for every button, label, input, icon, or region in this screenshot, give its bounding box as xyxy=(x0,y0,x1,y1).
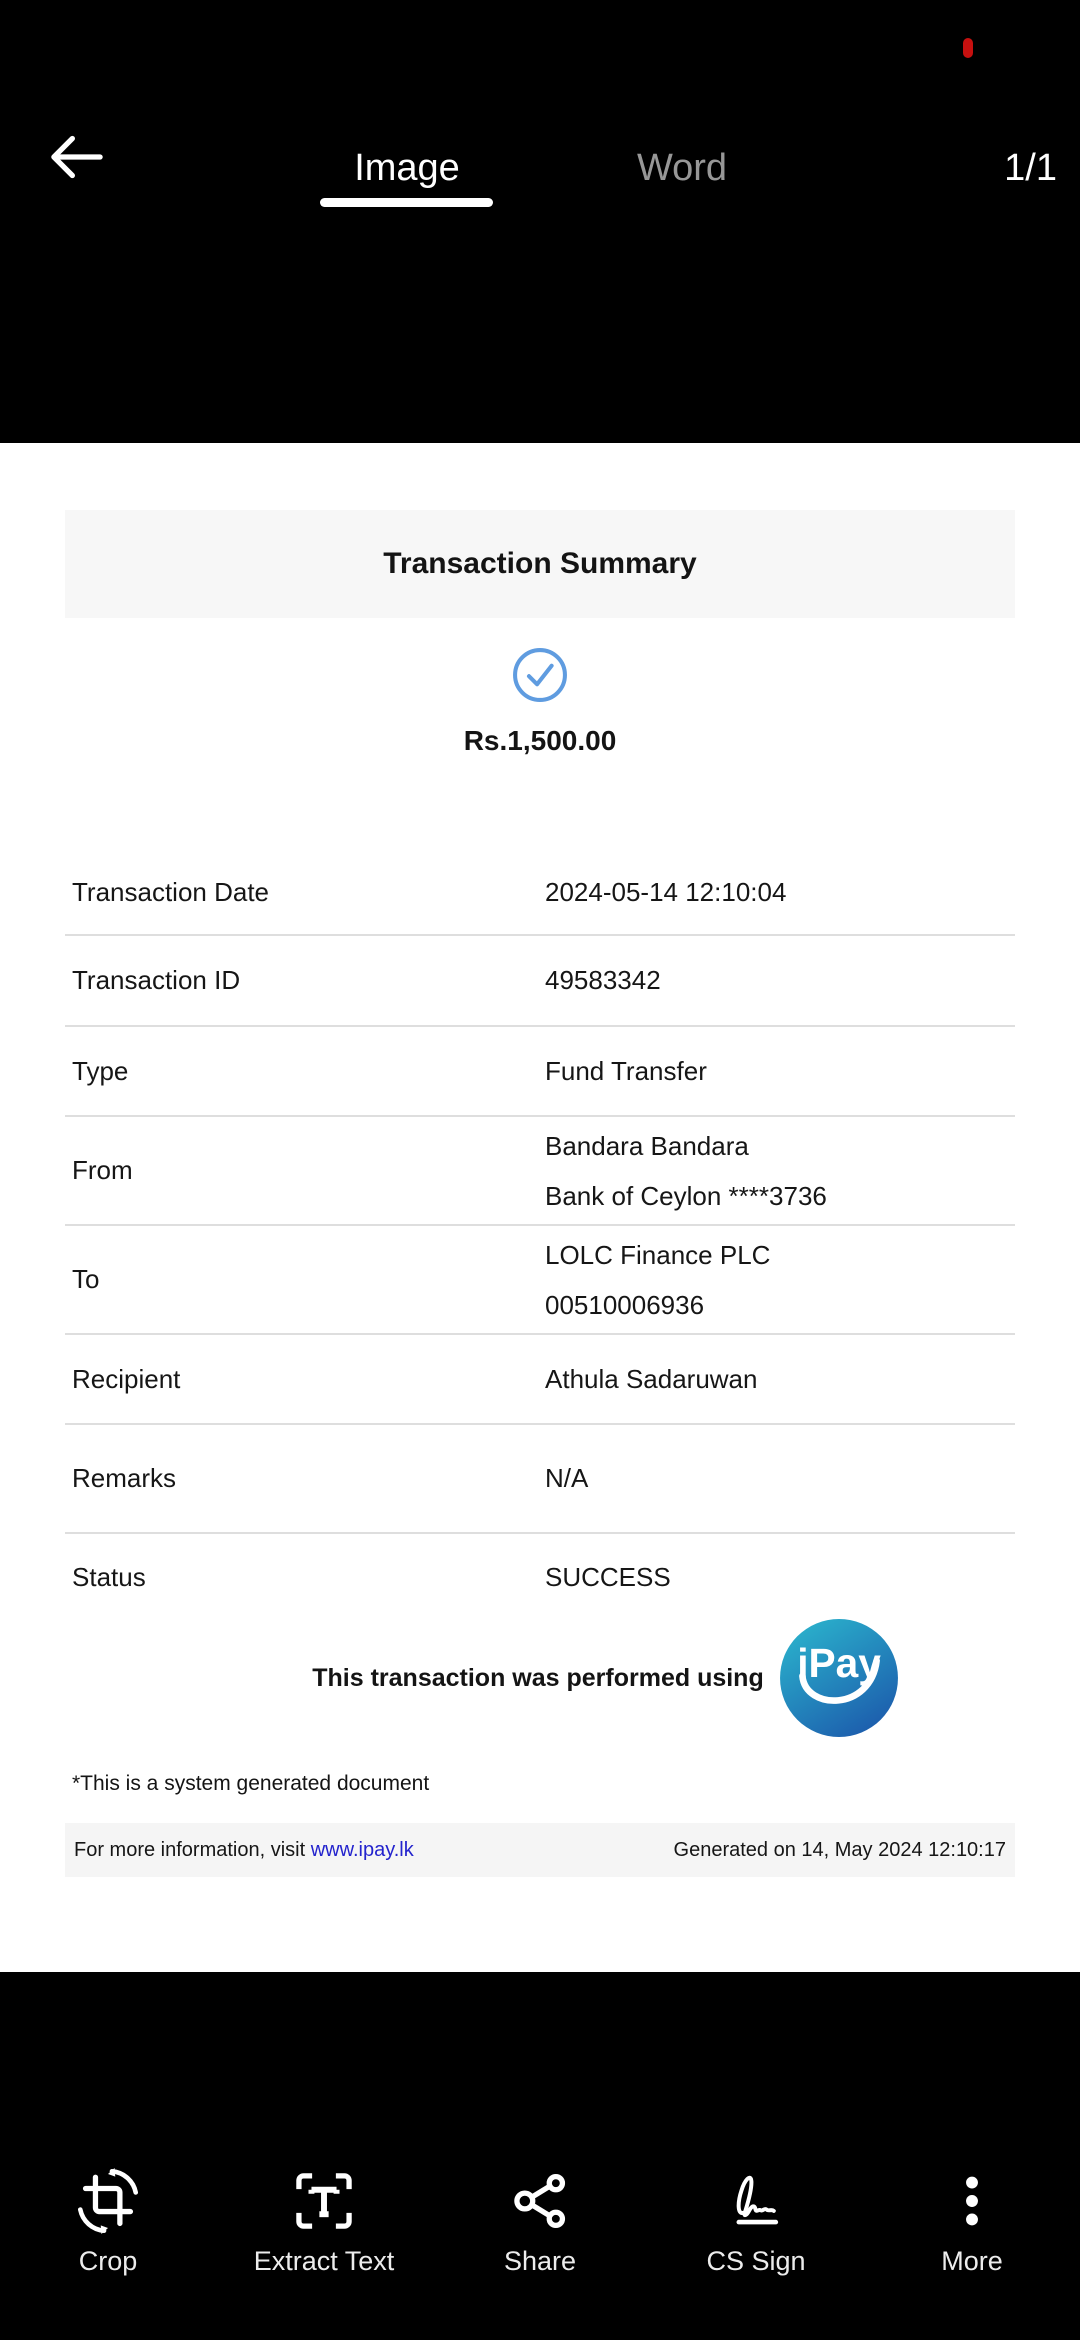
row-value xyxy=(545,1230,1015,1330)
system-generated-note: *This is a system generated document xyxy=(72,1772,430,1795)
crop-label: Crop xyxy=(78,2246,138,2276)
back-arrow-icon xyxy=(42,124,108,190)
row-label: From xyxy=(72,1155,133,1185)
row-value-line1: Bandara Bandara xyxy=(545,1130,749,1161)
bottom-toolbar xyxy=(0,2168,1080,2340)
share-icon xyxy=(507,2168,573,2234)
footer-info-prefix: For more information, visit xyxy=(74,1838,311,1861)
row-value: Athula Sadaruwan xyxy=(545,1363,758,1394)
success-check-icon xyxy=(0,646,1080,704)
table-row xyxy=(65,1335,1015,1425)
tab-word-label: Word xyxy=(636,146,728,189)
row-label: Recipient xyxy=(72,1363,181,1394)
table-row xyxy=(65,1425,1015,1534)
row-label: Status xyxy=(72,1561,146,1592)
back-button[interactable] xyxy=(42,124,108,190)
footer-info xyxy=(74,1839,414,1862)
crop-icon xyxy=(75,2168,141,2234)
page-indicator: 1/1 xyxy=(1004,146,1057,189)
share-button[interactable] xyxy=(432,2168,648,2340)
row-value: 2024-05-14 12:10:04 xyxy=(545,876,787,907)
table-row xyxy=(65,1226,1015,1335)
performed-using-line xyxy=(66,1615,1080,1741)
table-row xyxy=(65,936,1015,1027)
footer-generated-timestamp: Generated on 14, May 2024 12:10:17 xyxy=(673,1838,1006,1861)
tab-word[interactable] xyxy=(582,133,782,203)
document-title-bar xyxy=(65,510,1015,618)
table-row xyxy=(65,1117,1015,1226)
more-icon xyxy=(939,2168,1005,2234)
row-value xyxy=(545,1121,1015,1221)
extract-text-icon xyxy=(291,2168,357,2234)
share-label: Share xyxy=(503,2246,577,2276)
extract-text-label: Extract Text xyxy=(253,2246,395,2276)
crop-button[interactable] xyxy=(0,2168,216,2340)
row-value: SUCCESS xyxy=(545,1561,671,1592)
signature-icon xyxy=(723,2168,789,2234)
cs-sign-label: CS Sign xyxy=(706,2246,806,2276)
row-label: Remarks xyxy=(72,1463,177,1493)
table-row xyxy=(65,1534,1015,1620)
active-tab-indicator xyxy=(320,198,493,207)
row-value-line2: 00510006936 xyxy=(545,1289,705,1320)
ipay-logo-icon xyxy=(778,1617,900,1739)
screen-recording-indicator xyxy=(963,38,973,58)
document-image[interactable] xyxy=(0,443,1080,1972)
table-row xyxy=(65,1027,1015,1117)
row-value: Fund Transfer xyxy=(545,1055,707,1086)
row-label: Transaction ID xyxy=(72,965,241,995)
row-value-line2: Bank of Ceylon ****3736 xyxy=(545,1180,827,1211)
row-value: 49583342 xyxy=(545,965,661,995)
ipay-link: www.ipay.lk xyxy=(310,1838,414,1861)
transaction-details-table xyxy=(65,850,1015,1620)
cs-sign-button[interactable] xyxy=(648,2168,864,2340)
table-row xyxy=(65,850,1015,936)
document-footer-bar xyxy=(65,1823,1015,1877)
row-value: N/A xyxy=(545,1463,589,1493)
performed-using-text: This transaction was performed using xyxy=(312,1663,764,1692)
svg-text:iPay: iPay xyxy=(796,1639,881,1686)
more-button[interactable] xyxy=(864,2168,1080,2340)
tab-image[interactable] xyxy=(307,133,507,203)
extract-text-button[interactable] xyxy=(216,2168,432,2340)
document-title: Transaction Summary xyxy=(383,547,697,580)
transaction-amount: Rs.1,500.00 xyxy=(463,725,617,756)
row-label: To xyxy=(72,1264,100,1294)
row-value-line1: LOLC Finance PLC xyxy=(545,1239,771,1270)
row-label: Type xyxy=(72,1055,129,1086)
tab-image-label: Image xyxy=(354,146,460,189)
row-label: Transaction Date xyxy=(72,876,270,907)
more-label: More xyxy=(941,2246,1003,2276)
